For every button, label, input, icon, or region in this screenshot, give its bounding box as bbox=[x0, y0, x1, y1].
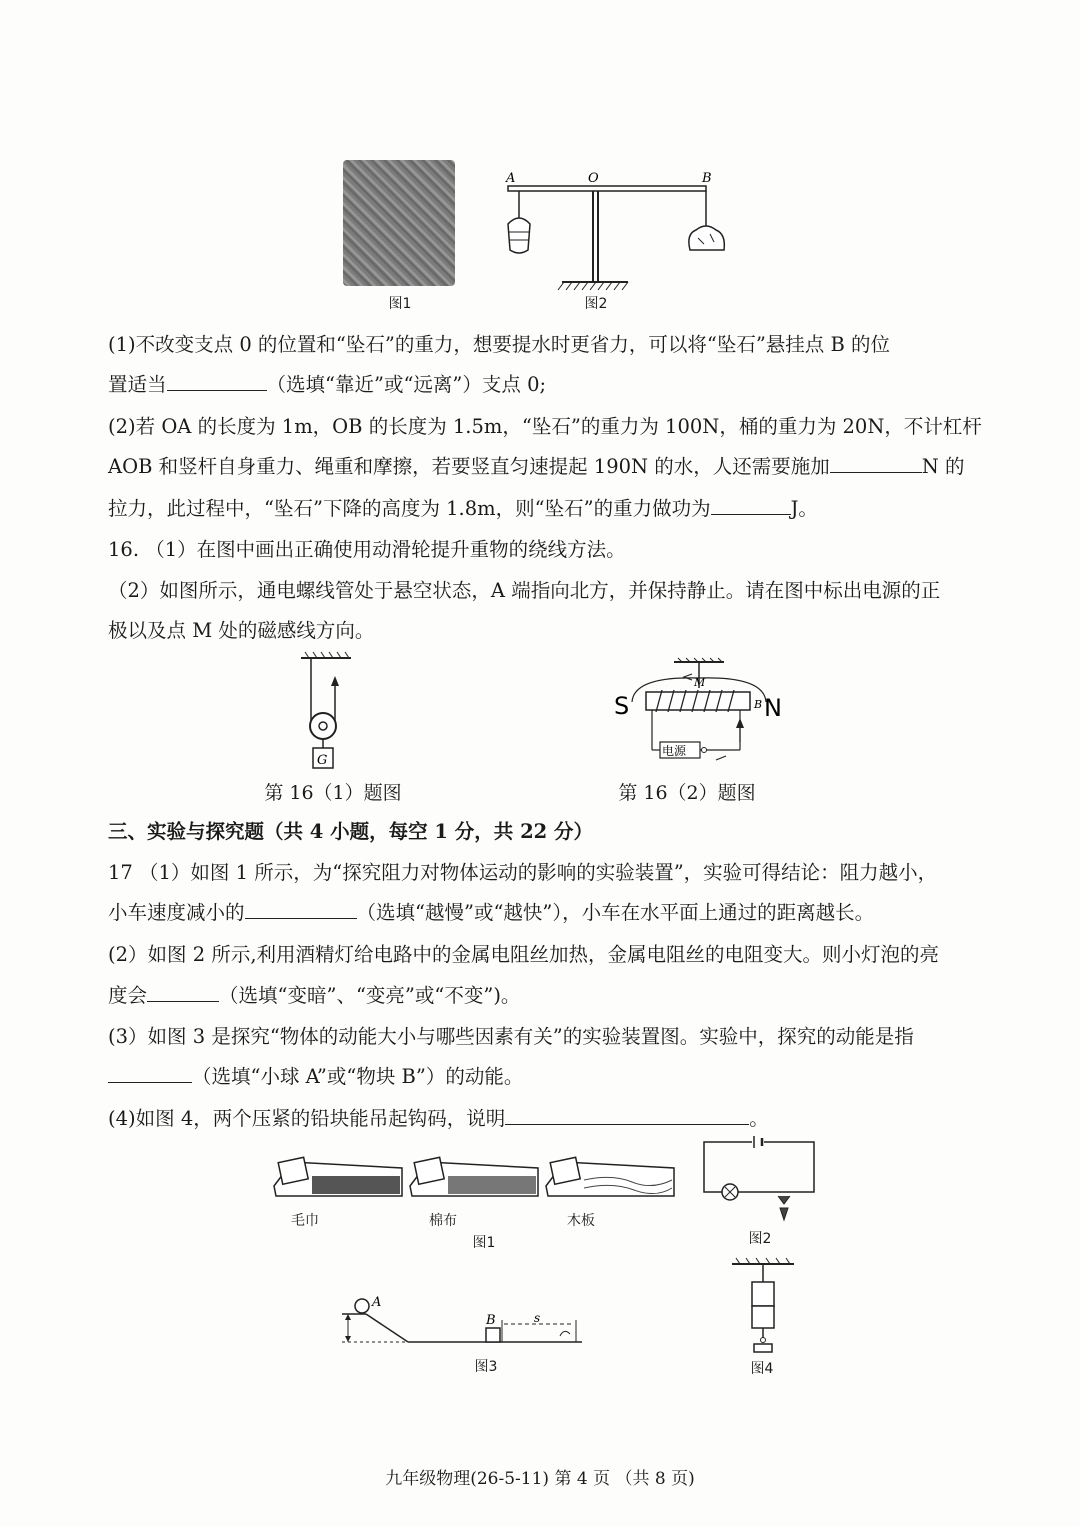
page-footer: 九年级物理(26-5-11) 第 4 页 （共 8 页) bbox=[385, 1469, 695, 1489]
ramp-diagram bbox=[336, 1296, 586, 1350]
q17-part2-suffix: （选填“变暗”、“变亮”或“不变”)。 bbox=[219, 984, 521, 1007]
answer-blank-q15-1[interactable] bbox=[167, 370, 267, 391]
q17-fig4-caption: 图4 bbox=[750, 1361, 774, 1377]
pulley-diagram bbox=[295, 652, 365, 774]
friction-surfaces-diagram bbox=[272, 1152, 682, 1208]
q17-part4-prefix: (4)如图 4，两个压紧的铅块能吊起钩码，说明 bbox=[108, 1107, 506, 1130]
ramp-label-b: B bbox=[486, 1313, 496, 1328]
top-fig2-caption: 图2 bbox=[584, 296, 608, 312]
q17-part1-prefix: 小车速度减小的 bbox=[108, 901, 245, 924]
q17-part3-suffix: （选填“小球 A”或“物块 B”）的动能。 bbox=[192, 1065, 524, 1088]
q17-part1-suffix: （选填“越慢”或“越快”），小车在水平面上通过的距离越长。 bbox=[356, 901, 875, 924]
answer-blank-q15-2[interactable] bbox=[830, 452, 922, 473]
lever-label-a: A bbox=[506, 171, 516, 186]
q17-fig3-caption: 图3 bbox=[474, 1359, 498, 1375]
q15-part2-line3 bbox=[108, 494, 988, 524]
lever-diagram bbox=[500, 172, 740, 312]
solenoid-label-b: B bbox=[754, 698, 763, 711]
q17-part2-prefix: 度会 bbox=[108, 984, 148, 1007]
q15-part2-line2 bbox=[108, 452, 988, 482]
top-fig1-caption: 图1 bbox=[388, 296, 412, 312]
q17-part1-line2 bbox=[108, 898, 988, 928]
q17-part3-line1: (3）如图 3 是探究“物体的动能大小与哪些因素有关”的实验装置图。实验中，探究的动能是指 bbox=[108, 1025, 914, 1048]
surface-wood bbox=[546, 1157, 674, 1196]
q17-part2-line1: (2）如图 2 所示,利用酒精灯给电路中的金属电阻丝加热，金属电阻丝的电阻变大。则小灯泡的亮 bbox=[108, 943, 940, 966]
solenoid-label-s: S bbox=[614, 692, 630, 720]
q16-part2-line1: （2）如图所示，通电螺线管处于悬空状态，A 端指向北方，并保持静止。请在图中标出电源的正 bbox=[108, 579, 941, 602]
surface-label-cotton: 棉布 bbox=[429, 1213, 457, 1229]
q15-part2c-prefix: 拉力，此过程中，“坠石”下降的高度为 1.8m，则“坠石”的重力做功为 bbox=[108, 497, 711, 520]
lever-label-b: B bbox=[702, 171, 712, 186]
q17-part4-suffix: 。 bbox=[749, 1107, 769, 1130]
q16-fig2-caption: 第 16（2）题图 bbox=[618, 782, 756, 804]
answer-blank-q15-3[interactable] bbox=[711, 494, 791, 515]
surface-label-towel: 毛巾 bbox=[291, 1213, 319, 1229]
q17-fig2-caption: 图2 bbox=[748, 1231, 772, 1247]
answer-blank-q17-4[interactable] bbox=[505, 1104, 749, 1125]
lead-blocks-diagram bbox=[728, 1258, 798, 1356]
q15-part2-suffix: N 的 bbox=[921, 455, 965, 478]
solenoid-label-m: M bbox=[694, 676, 706, 689]
q17-fig1-caption: 图1 bbox=[472, 1235, 496, 1251]
q15-part1-prefix: 置适当 bbox=[108, 373, 167, 396]
answer-blank-q17-3[interactable] bbox=[108, 1062, 192, 1083]
answer-blank-q17-2[interactable] bbox=[147, 981, 219, 1002]
section3-title: 三、实验与探究题（共 4 小题，每空 1 分，共 22 分） bbox=[108, 820, 594, 843]
q15-part2c-suffix: J。 bbox=[790, 497, 818, 520]
answer-blank-q17-1[interactable] bbox=[245, 898, 357, 919]
q16-fig1-caption: 第 16（1）题图 bbox=[264, 782, 402, 804]
q16-part2-line2: 极以及点 M 处的磁感线方向。 bbox=[108, 619, 375, 642]
photo-figure bbox=[343, 160, 455, 286]
ramp-label-a: A bbox=[372, 1295, 382, 1310]
q15-part1-line1: (1)不改变支点 0 的位置和“坠石”的重力，想要提水时更省力，可以将“坠石”悬挂点 B 的位 bbox=[108, 333, 891, 356]
q17-part3-line2 bbox=[108, 1062, 988, 1092]
circuit-lamp-diagram bbox=[700, 1136, 820, 1226]
surface-label-wood: 木板 bbox=[567, 1213, 595, 1229]
pulley-weight-label: G bbox=[317, 753, 328, 768]
surface-towel bbox=[274, 1157, 402, 1196]
lever-label-o: O bbox=[588, 171, 599, 186]
q15-part2-prefix: AOB 和竖杆自身重力、绳重和摩擦，若要竖直匀速提起 190N 的水，人还需要施加 bbox=[108, 455, 830, 478]
ramp-label-s: s bbox=[534, 1311, 541, 1325]
surface-cotton bbox=[410, 1157, 538, 1196]
solenoid-diagram bbox=[612, 658, 792, 770]
q16-part1: 16. （1）在图中画出正确使用动滑轮提升重物的绕线方法。 bbox=[108, 538, 626, 561]
solenoid-label-n: N bbox=[764, 694, 782, 722]
q15-part2-line1: (2)若 OA 的长度为 1m，OB 的长度为 1.5m，“坠石”的重力为 100N，桶的重力为 20N，不计杠杆 bbox=[108, 415, 982, 438]
q17-part4-line bbox=[108, 1104, 988, 1134]
solenoid-power-label: 电源 bbox=[662, 744, 687, 758]
q15-part1-suffix: （选填“靠近”或“远离”）支点 0; bbox=[266, 373, 547, 396]
q17-part1-line1: 17 （1）如图 1 所示，为“探究阻力对物体运动的影响的实验装置”，实验可得结论：阻力越小， bbox=[108, 861, 938, 884]
q17-part2-line2 bbox=[108, 981, 988, 1011]
q15-part1-line2 bbox=[108, 370, 988, 400]
